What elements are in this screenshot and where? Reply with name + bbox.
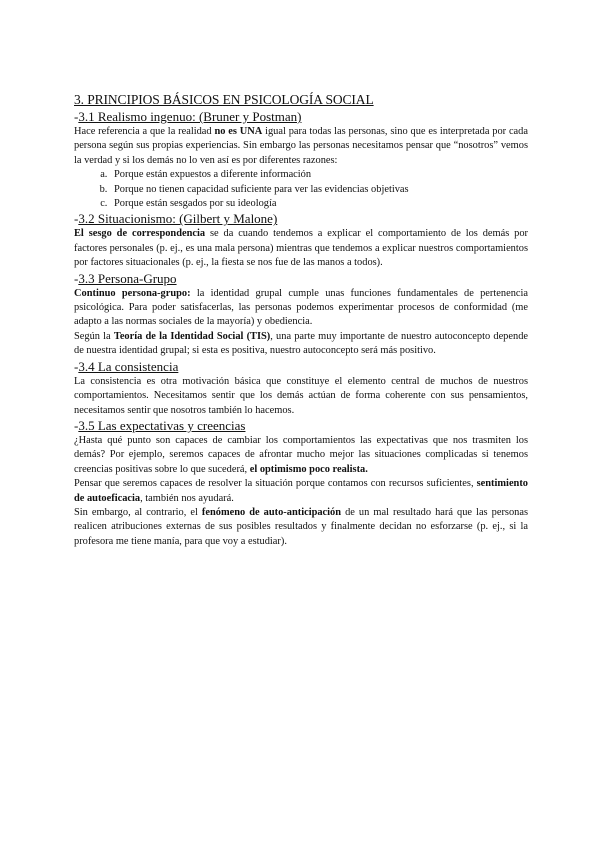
paragraph-persona-grupo: [74, 287, 528, 330]
bold-text: no es UNA: [214, 126, 263, 137]
heading-text: 3.3 Persona-Grupo: [78, 270, 177, 286]
paragraph-realismo: [74, 125, 528, 168]
bold-text: Teoría de la Identidad Social (TIS): [113, 330, 271, 342]
list-item: b. Porque no tienen capacidad suficiente para ver las evidencias objetivas: [110, 183, 528, 197]
paragraph-consistencia: La consistencia es otra motivación básica que constituye el elemento central de muchos de nuestros comportamientos. Necesitamos sentir que los demás actúan de forma coherente con sus pensamientos, necesitamos sentir que nosotros también lo hacemos.: [74, 375, 528, 416]
text: Hace referencia a que la realidad: [74, 126, 215, 137]
paragraph-autoeficacia: [74, 477, 528, 506]
text: Sin embargo, al contrario, el: [74, 506, 202, 518]
paragraph-expectativas: [74, 434, 528, 477]
section-heading-3-1: [74, 109, 528, 125]
section-heading-3-3: [74, 271, 528, 287]
text: se da cuando tendemos a explicar el comportamiento de los demás por factores personales (p. ej., es una mala persona) mientras que tendemos a explicar nuestros comportamientos por factores situacionales (p. ej., la fiesta se nos fue de las manos a todos).: [74, 228, 528, 269]
section-heading-3-2: [74, 211, 528, 227]
heading-dash: -: [74, 211, 79, 227]
section-heading-3-5: [74, 418, 528, 434]
text: la identidad grupal cumple unas funciones fundamentales de pertenencia psicológica. Para poder satisfacerlas, las personas podemos experimentar procesos de conformidad (me adapto a las normas sociales de la mayoría) y obediencia.: [74, 287, 528, 328]
heading-text: 3.4 La consistencia: [78, 358, 179, 374]
heading-text: 3.1 Realismo ingenuo: (Bruner y Postman): [78, 109, 302, 124]
text: de un mal resultado hará que las personas realicen atribuciones externas de sus posibles resultados y finalmente decidan no esforzarse (p. ej., si la profesora me tiene manía, para que voy a estudiar).: [74, 506, 529, 547]
bold-text: el optimismo poco realista.: [249, 463, 368, 475]
bold-text: fenómeno de auto-anticipación: [201, 506, 342, 518]
list-item: c. Porque están sesgados por su ideología: [110, 197, 528, 211]
paragraph-tis: [74, 330, 528, 359]
heading-dash: -: [74, 358, 79, 374]
paragraph-auto-anticipacion: [74, 506, 528, 549]
text: , también nos ayudará.: [140, 492, 234, 504]
text: ¿Hasta qué punto son capaces de cambiar los comportamientos las expectativas que nos trasmiten los demás? Por ejemplo, seremos capaces de afrontar mucho mejor las situaciones complicadas si tenemos creencias positivas sobre lo que sucederá,: [74, 434, 528, 475]
list-item: a. Porque están expuestos a diferente información: [110, 168, 528, 182]
document-page: [74, 92, 528, 549]
heading-text: 3.2 Situacionismo: (Gilbert y Malone): [78, 211, 278, 227]
heading-dash: -: [74, 109, 79, 124]
heading-text: 3.5 Las expectativas y creencias: [78, 417, 246, 433]
heading-dash: -: [74, 270, 79, 286]
text: igual para todas las personas, sino que es interpretada por cada persona según sus propias experiencias. Sin embargo las personas necesitamos pensar que “nosotros” vemos la verdad y si los demás no lo ven así es por diferentes razones:: [74, 126, 528, 166]
reasons-list: [74, 168, 528, 211]
heading-dash: -: [74, 417, 79, 433]
text: Según la: [74, 330, 114, 342]
section-heading-3-4: [74, 359, 528, 375]
text: Pensar que seremos capaces de resolver la situación porque contamos con recursos suficientes,: [74, 478, 477, 490]
page-title: 3. PRINCIPIOS BÁSICOS EN PSICOLOGÍA SOCIAL: [74, 92, 374, 107]
bold-text: sentimiento de autoeficacia: [74, 478, 528, 504]
text: , una parte muy importante de nuestro autoconcepto depende de nuestra identidad grupal; si esta es positiva, nuestro autoconcepto será más positivo.: [74, 330, 528, 357]
paragraph-situacionismo: [74, 227, 528, 270]
bold-text: El sesgo de correspondencia: [74, 228, 206, 240]
bold-text: Continuo persona-grupo:: [74, 287, 191, 299]
